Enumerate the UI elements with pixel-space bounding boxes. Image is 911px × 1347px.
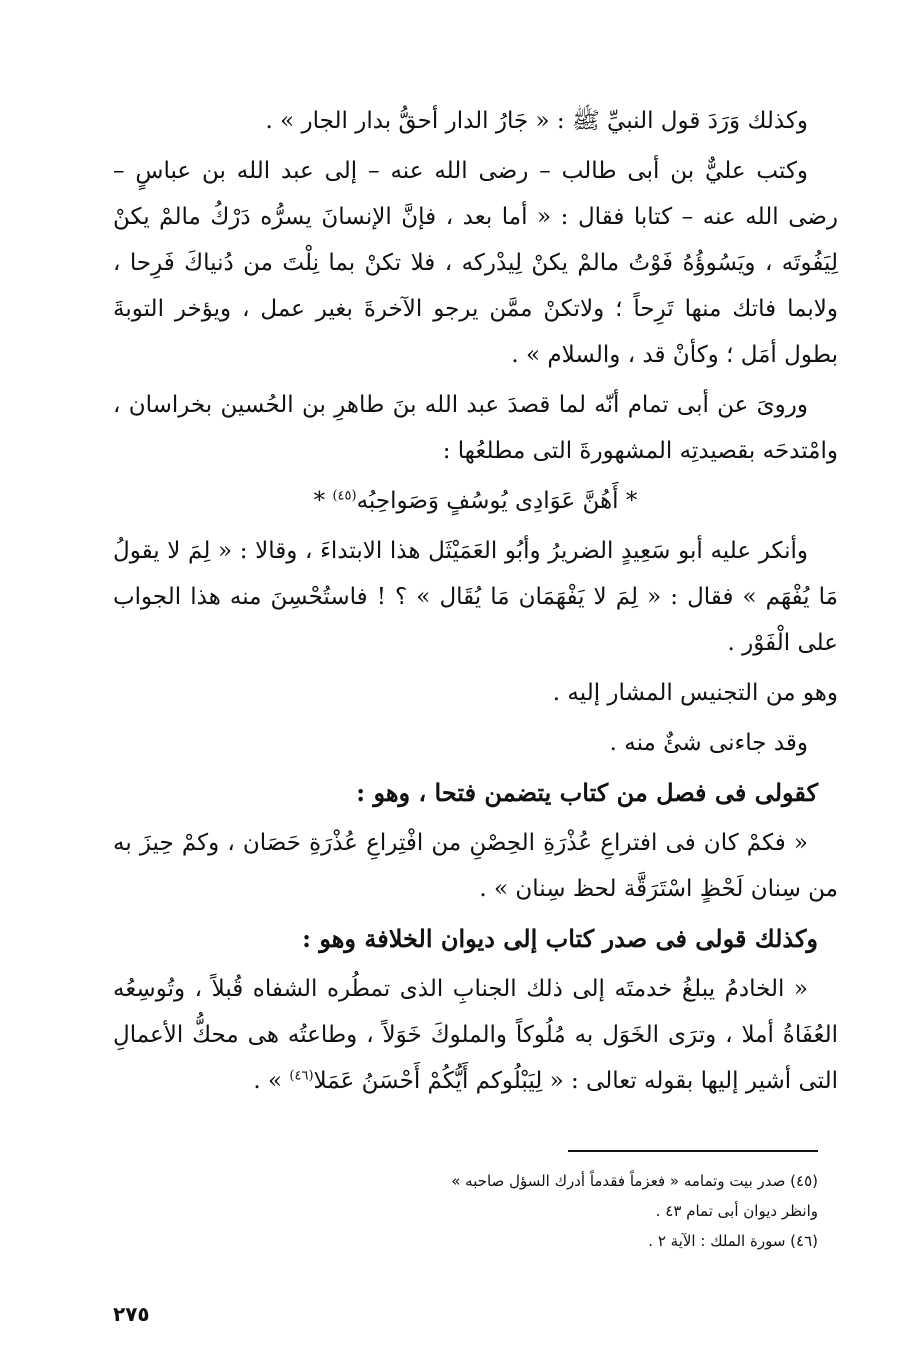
paragraph-tail: » . xyxy=(253,1068,290,1094)
paragraph: « فكمْ كان فى افتراعِ عُذْرَةِ الحِصْنِ من افْتِراعِ عُذْرَةِ حَصَان ، وكمْ حِيزَ به من سِنان لَحْظٍ اسْتَرَقَّة لحظ سِنان » . xyxy=(113,830,838,902)
verse xyxy=(113,478,838,524)
verse-text: * أَهُنَّ عَوَادِى يُوسُفٍ وَصَواحِبُه xyxy=(356,488,638,514)
paragraph: وكذلك وَرَدَ قول النبيِّ ﷺ : « جَارُ الدار أحقُّ بدار الجار » . xyxy=(265,108,808,134)
footnote: (٤٥) صدر بيت وتمامه « فعزماً فقدماً أدرك السؤل صاحبه » xyxy=(451,1172,818,1190)
footnotes xyxy=(300,1150,818,1256)
paragraph: وقد جاءنى شئٌ منه . xyxy=(609,730,808,756)
footnote: وانظر ديوان أبى تمام ٤٣ . xyxy=(655,1202,818,1220)
paragraph xyxy=(113,966,838,1104)
footnote-ref: (٤٥) xyxy=(332,488,357,504)
paragraph: وروىَ عن أبى تمام أنّه لما قصدَ عبد الله بنَ طاهرِ بن الحُسين بخراسان ، وامْتدحَه بقصيدتِه المشهورةَ التى مطلعُها : xyxy=(113,392,838,464)
footnote: (٤٦) سورة الملك : الآية ٢ . xyxy=(648,1232,818,1250)
main-text xyxy=(113,98,838,1108)
paragraph: وكتب عليٌّ بن أبى طالب – رضى الله عنه – إلى عبد الله بن عباسٍ – رضى الله عنه – كتابا فقال : « أما بعد ، فإنَّ الإنسانَ يسرُّه دَرْكُ مالمْ يكنْ لِيَفُوتَه ، ويَسُوؤُهُ فَوْتُ مالمْ يكنْ لِيدْركه ، فلا تكنْ بما نِلْتَ من دُنياكَ فَرِحا ، ولابما فاتك منها تَرِحاً ؛ ولاتكنْ ممَّن يرجو الآخرةَ بغير عمل ، ويؤخر التوبةَ بطول أمَل ؛ وكأنْ قد ، والسلام » . xyxy=(113,158,838,368)
page-number: ٢٧٥ xyxy=(113,1302,150,1326)
paragraph: وهو من التجنيس المشار إليه . xyxy=(552,680,838,706)
section-heading: وكذلك قولى فى صدر كتاب إلى ديوان الخلافة وهو : xyxy=(302,924,818,953)
footnote-ref: (٤٦) xyxy=(289,1068,314,1084)
footnote-divider xyxy=(568,1150,818,1152)
verse-tail: * xyxy=(313,488,333,514)
section-heading: كقولى فى فصل من كتاب يتضمن فتحا ، وهو : xyxy=(356,778,818,807)
paragraph-text: « الخادمُ يبلغُ خدمتَه إلى ذلك الجنابِ الذى تمطُره الشفاه قُبلاً ، وتُوسِعُه العُفَاةُ أملا ، وترَى الخَوَل به مُلُوكاً والملوكَ خَوَلاً ، وطاعتُه هى محكُّ الأعمالِ التى أشير إليها بقوله تعالى : « لِيَبْلُوكم أَيُّكُمْ أَحْسَنُ عَمَلا xyxy=(113,976,838,1094)
paragraph: وأنكر عليه أبو سَعِيدٍ الضريرُ وأبُو العَمَيْثَل هذا الابتداءَ ، وقالا : « لِمَ لا يقولُ مَا يُفْهَم » فقال : « لِمَ لا يَفْهَمَان مَا يُقَال » ؟ ! فاستُحْسِنَ منه هذا الجواب على الْفَوْر . xyxy=(113,538,838,656)
